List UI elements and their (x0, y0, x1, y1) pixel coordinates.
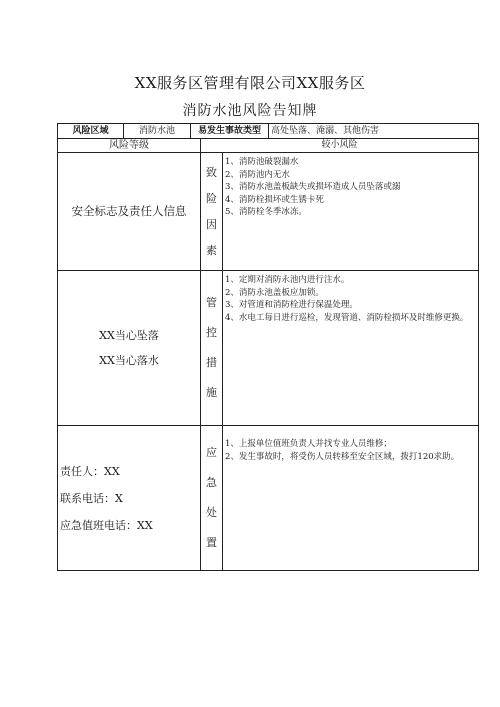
warning-fall: XX当心坠落 (99, 329, 159, 342)
control-item: 2、消防永池盖板应加锁。 (225, 287, 324, 298)
emergency-heading-char: 置 (206, 536, 217, 549)
emergency-item: 1、上报单位值班负责人并找专业人员维修； (225, 439, 392, 449)
contact-phone: 联系电话：X (60, 491, 123, 505)
factors-heading-char: 素 (206, 243, 217, 257)
controls-heading-char: 控 (206, 326, 217, 339)
factor-item: 4、消防栓损坏或生锈卡死 (225, 194, 324, 205)
responsible-person: 责任人：XX (60, 464, 120, 478)
controls-heading-char: 管 (206, 296, 217, 309)
factor-item: 3、消防水池盖板缺失或损坏造成人员坠落或溺 (225, 182, 401, 192)
header-row (58, 124, 479, 139)
emergency-heading-char: 应 (206, 446, 217, 459)
controls-heading-char: 施 (206, 386, 217, 399)
factor-item: 1、消防池破裂漏水 (225, 157, 299, 167)
control-item: 3、对管道和消防栓进行保温处理。 (225, 300, 358, 310)
emergency-heading-char: 处 (206, 506, 217, 519)
factors-heading (201, 153, 223, 271)
factors-heading-char: 因 (206, 217, 217, 231)
document-subtitle: 消防水池风险告知牌 (182, 103, 318, 119)
accident-type-value: 高处坠落、淹溺、其他伤害 (269, 124, 479, 139)
risk-level-row (58, 139, 479, 153)
document-title: XX服务区管理有限公司XX服务区 (134, 74, 366, 92)
controls-list (223, 271, 479, 426)
risk-level-value: 较小风险 (201, 139, 479, 153)
emergency-phone: 应急值班电话：XX (60, 518, 153, 532)
factors-row (58, 153, 479, 271)
control-item: 1、定期对消防永池内进行注水。 (225, 275, 350, 285)
factors-heading-char: 险 (206, 191, 217, 205)
emergency-row (58, 426, 479, 571)
controls-heading-char: 措 (206, 356, 217, 369)
factor-item: 5、消防栓冬季冰冻。 (225, 207, 307, 217)
risk-area-value: 消防水池 (124, 124, 191, 139)
factor-item: 2、消防池内无水 (225, 169, 290, 180)
controls-row (58, 271, 479, 426)
risk-area-label: 风险区域 (58, 124, 124, 139)
risk-body-table (57, 138, 479, 571)
warning-signs (58, 271, 201, 426)
safety-info-label: 安全标志及责任人信息 (58, 153, 201, 271)
controls-heading (201, 271, 223, 426)
factors-list (223, 153, 479, 271)
contact-info (58, 426, 201, 571)
emergency-heading-char: 急 (206, 476, 217, 489)
warning-water: XX当心落水 (99, 354, 159, 367)
accident-type-label: 易发生事故类型 (191, 124, 269, 139)
risk-level-label: 风险等级 (58, 139, 201, 153)
emergency-item: 2、发生事故时，将受伤人员转移至安全区域，拨打120求助。 (225, 451, 460, 462)
control-item: 4、水电工每日进行巡检，发现管道、消防栓损坏及时维修更换。 (225, 312, 469, 323)
risk-notice-table (57, 123, 479, 139)
emergency-list (223, 426, 479, 571)
factors-heading-char: 致 (206, 165, 217, 179)
emergency-heading (201, 426, 223, 571)
